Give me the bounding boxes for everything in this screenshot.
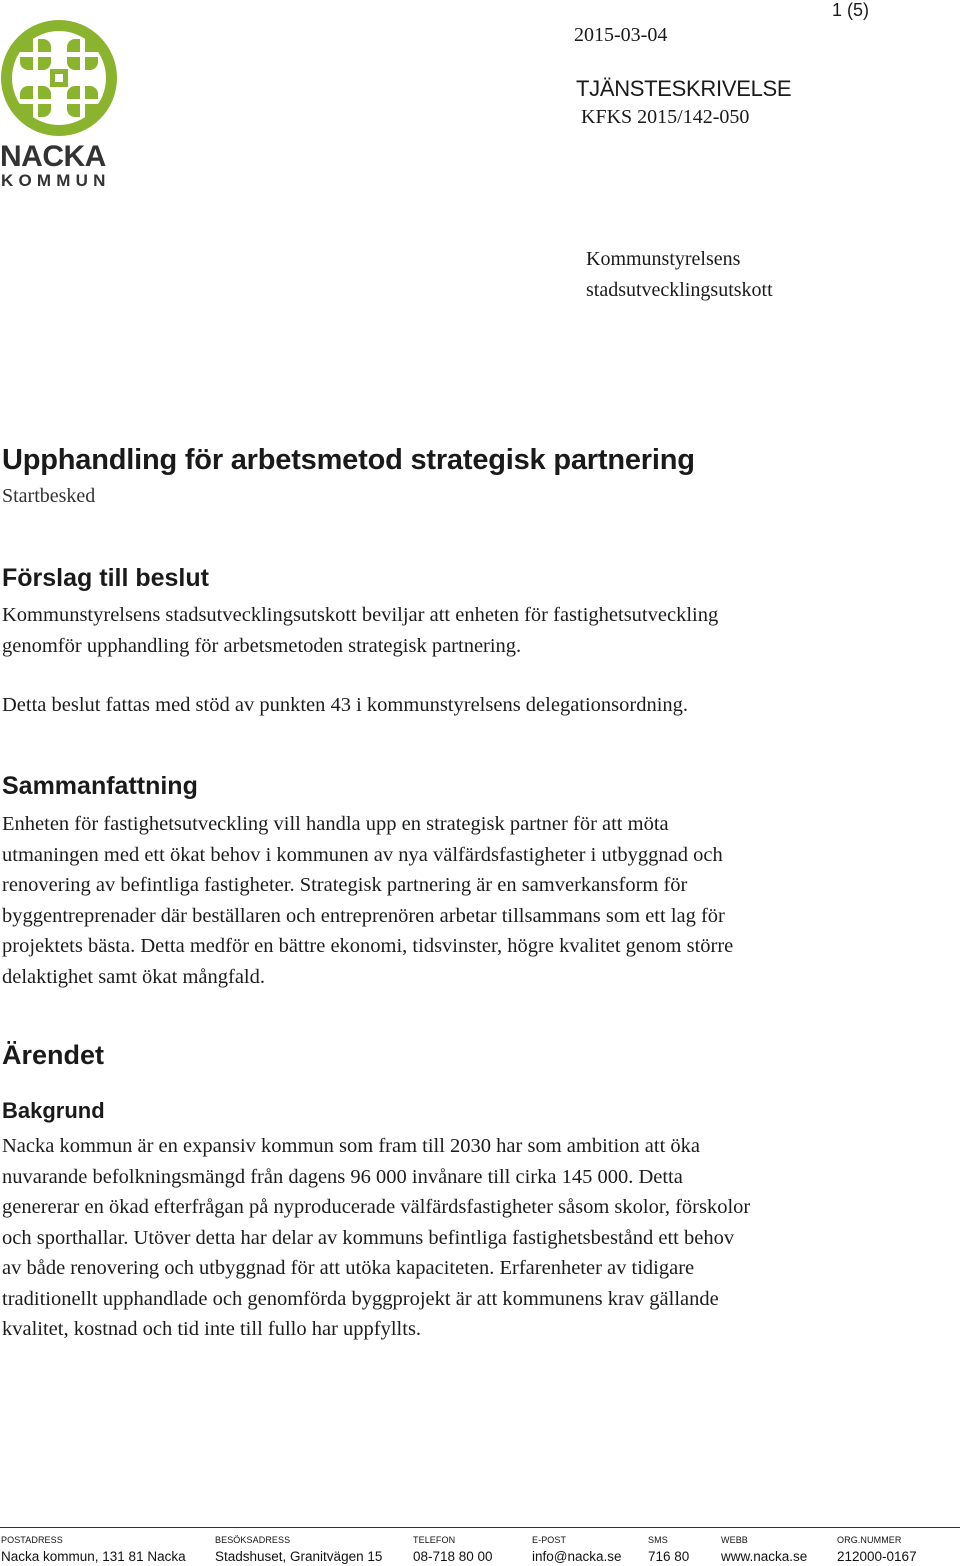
footer-value: Nacka kommun, 131 81 Nacka xyxy=(1,1549,186,1564)
heading-bakgrund: Bakgrund xyxy=(2,1098,105,1123)
page-subtitle: Startbesked xyxy=(2,485,96,507)
text-line: byggentreprenader där beställaren och entreprenören arbetar tillsammans som ett lag för xyxy=(2,904,725,927)
footer-sms xyxy=(648,1534,689,1566)
footer-value: info@nacka.se xyxy=(532,1549,622,1564)
footer-label: TELEFON xyxy=(413,1535,456,1545)
nacka-seal-icon xyxy=(0,18,124,190)
text-line: Enheten för fastighetsutveckling vill handla upp en strategisk partner för att möta xyxy=(2,813,669,835)
text-line: och sporthallar. Utöver detta har delar av kommuns befintliga fastighetsbestånd ett behov xyxy=(2,1226,735,1249)
footer-label: E-POST xyxy=(532,1535,567,1545)
paragraph-delegation xyxy=(2,690,882,721)
recipient-line: Kommunstyrelsens xyxy=(586,248,741,270)
footer-label: WEBB xyxy=(721,1535,748,1545)
footer-value: www.nacka.se xyxy=(721,1549,808,1564)
page-number: 1 (5) xyxy=(832,0,870,20)
text-line: Kommunstyrelsens stadsutvecklingsutskott beviljar att enheten för fastighetsutveckling xyxy=(2,604,719,626)
document-type: TJÄNSTESKRIVELSE xyxy=(576,76,792,101)
paragraph-bakgrund xyxy=(2,1131,882,1345)
document-reference: KFKS 2015/142-050 xyxy=(581,106,750,128)
recipient xyxy=(586,244,773,306)
heading-sammanfattning: Sammanfattning xyxy=(2,772,198,800)
text-line: nuvarande befolkningsmängd från dagens 96 000 invånare till cirka 145 000. Detta xyxy=(2,1165,683,1188)
text-line: kvalitet, kostnad och tid inte till fullo har uppfyllts. xyxy=(2,1318,422,1340)
text-line: renovering av befintliga fastigheter. Strategisk partnering är en samverkansform för xyxy=(2,874,688,896)
footer-label: BESÖKSADRESS xyxy=(215,1535,291,1545)
text-line: projektets bästa. Detta medför en bättre ekonomi, tidsvinster, högre kvalitet genom större xyxy=(2,935,734,957)
footer-value: 212000-0167 xyxy=(837,1549,917,1564)
nacka-kommun-logo xyxy=(0,18,124,190)
text-line: Nacka kommun är en expansiv kommun som fram till 2030 har som ambition att öka xyxy=(2,1135,701,1157)
text-line: genomför upphandling för arbetsmetoden strategisk partnering. xyxy=(2,634,522,657)
footer-epost xyxy=(532,1534,622,1566)
recipient-line: stadsutvecklingsutskott xyxy=(586,279,773,301)
heading-arendet: Ärendet xyxy=(2,1040,105,1070)
footer-divider xyxy=(0,1527,960,1528)
text-line: traditionellt upphandlade och genomförda byggprojekt är att kommunens krav gällande xyxy=(2,1287,719,1310)
footer-besoksadress xyxy=(215,1534,382,1566)
page-title: Upphandling för arbetsmetod strategisk partnering xyxy=(2,444,695,476)
text-line: genererar en ökad efterfrågan på nyproducerade välfärdsfastigheter såsom skolor, förskolor xyxy=(2,1196,751,1218)
footer-label: ORG.NUMMER xyxy=(837,1535,902,1545)
footer-value: 716 80 xyxy=(648,1549,690,1564)
paragraph-sammanfattning xyxy=(2,809,882,992)
document-date: 2015-03-04 xyxy=(574,24,668,46)
text-line: delaktighet samt ökat mångfald. xyxy=(2,965,266,988)
paragraph-forslag xyxy=(2,600,882,661)
footer-label: SMS xyxy=(648,1535,668,1545)
text-line: Detta beslut fattas med stöd av punkten 43 i kommunstyrelsens delegationsordning. xyxy=(2,694,689,716)
text-line: av både renovering och utbyggnad för att utöka kapaciteten. Erfarenheter av tidigare xyxy=(2,1257,695,1279)
footer-label: POSTADRESS xyxy=(1,1535,63,1545)
footer-value: 08-718 80 00 xyxy=(413,1549,493,1564)
logo-subname: KOMMUN xyxy=(1,171,111,190)
heading-forslag: Förslag till beslut xyxy=(2,564,209,592)
footer-postadress xyxy=(1,1534,186,1566)
footer-telefon xyxy=(413,1534,493,1566)
footer-value: Stadshuset, Granitvägen 15 xyxy=(215,1549,383,1564)
footer-orgnummer xyxy=(837,1534,917,1566)
text-line: utmaningen med ett ökat behov i kommunen av nya välfärdsfastigheter i utbyggnad och xyxy=(2,843,723,866)
footer-webb xyxy=(721,1534,807,1566)
logo-name: NACKA xyxy=(0,140,106,173)
